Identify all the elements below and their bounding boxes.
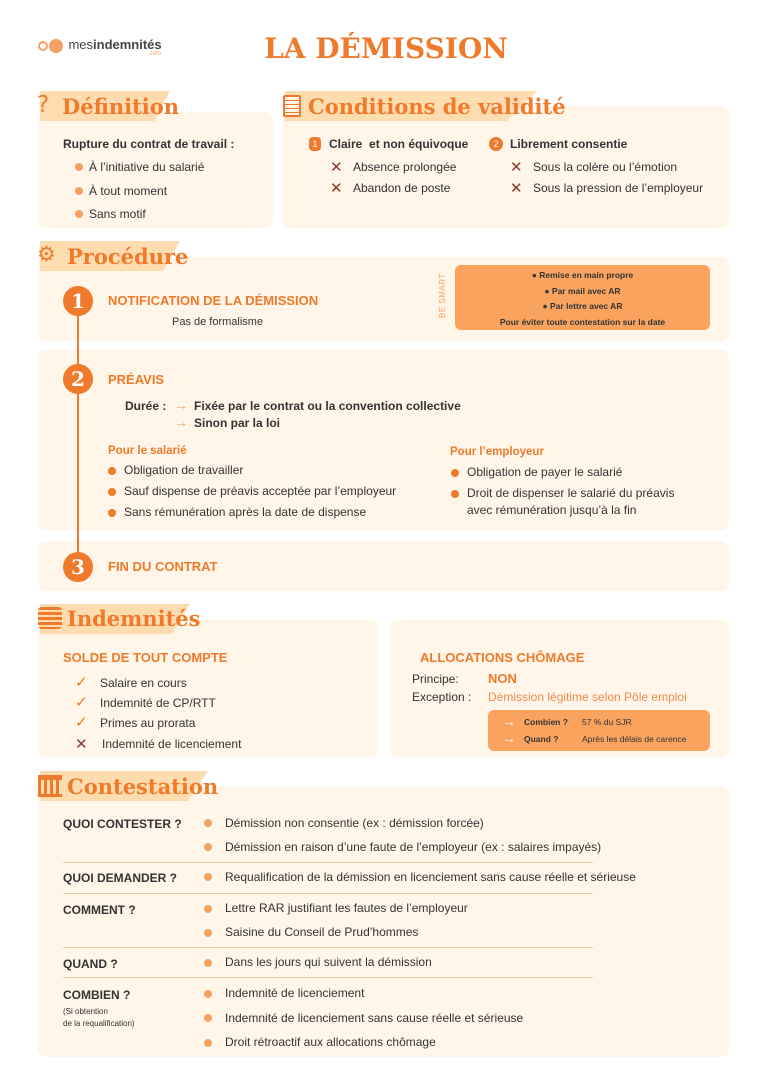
row-item: Indemnité de licenciement sans cause réelle et sérieuse (225, 1011, 524, 1025)
bullet (451, 490, 459, 498)
condition-label: Librement consentie (510, 137, 628, 151)
row-item: Droit rétroactif aux allocations chômage (225, 1035, 436, 1049)
bullet (204, 959, 212, 967)
bullet (204, 905, 212, 913)
combien-value: 57 % du SJR (582, 717, 632, 727)
bullet (204, 843, 212, 851)
row-item: Saisine du Conseil de Prud’hommes (225, 925, 419, 939)
bullet (75, 187, 83, 195)
cross-icon: ✕ (330, 159, 343, 176)
quand-value: Après les délais de carence (582, 734, 687, 744)
solde-item: Salaire en cours (100, 676, 187, 690)
number-badge: 2 (489, 137, 503, 151)
divider (63, 893, 593, 894)
solde-item: Primes au prorata (100, 716, 196, 730)
chomage-title: ALLOCATIONS CHÔMAGE (420, 650, 585, 665)
row-note: de la requalification) (63, 1019, 135, 1028)
row-note: (Si obtention (63, 1007, 108, 1016)
bullet (108, 488, 116, 496)
procedure-title: Procédure (67, 244, 189, 269)
logo-text-bold: indemnités (93, 37, 162, 52)
bullet (204, 929, 212, 937)
gear-icon: ⚙ (37, 242, 56, 266)
be-smart-item: ● Remise en main propre (531, 270, 634, 280)
bullet (75, 163, 83, 171)
bullet (451, 469, 459, 477)
cross-icon: ✕ (510, 159, 523, 176)
exception-value: Démission légitime selon Pôle emploi (488, 690, 687, 704)
timeline-line (77, 300, 79, 567)
salarie-title: Pour le salarié (108, 445, 187, 457)
employeur-item: avec rémunération jusqu’à la fin (467, 503, 637, 517)
check-icon: ✓ (75, 674, 88, 691)
combien-label: Combien ? (524, 717, 568, 727)
row-item: Dans les jours qui suivent la démission (225, 955, 432, 969)
arrow-icon: → (174, 397, 188, 413)
row-item: Démission non consentie (ex : démission forcée) (225, 816, 484, 830)
row-item: Démission en raison d’une faute de l’employeur (ex : salaires impayés) (225, 840, 602, 854)
row-label: QUAND ? (63, 957, 118, 971)
condition-item: Absence prolongée (353, 160, 457, 174)
row-item: Requalification de la démission en licenciement sans cause réelle et sérieuse (225, 870, 636, 884)
divider (63, 947, 593, 948)
arrow-icon: → (174, 414, 188, 430)
duree-label: Durée : (125, 399, 167, 413)
employeur-item: Obligation de payer le salarié (467, 465, 623, 479)
employeur-item: Droit de dispenser le salarié du préavis (467, 486, 675, 500)
solde-item: Indemnité de licenciement (102, 737, 242, 751)
step1-subtitle: Pas de formalisme (172, 316, 264, 328)
condition-item: Sous la pression de l’employeur (533, 181, 704, 195)
divider (63, 977, 593, 978)
step1-title: NOTIFICATION DE LA DÉMISSION (108, 293, 319, 308)
check-icon: ✓ (75, 694, 88, 711)
condition-label: Claire et non équivoque (329, 137, 469, 151)
conditions-title: Conditions de validité (308, 94, 566, 119)
solde-title: SOLDE DE TOUT COMPTE (63, 650, 228, 665)
bullet (108, 467, 116, 475)
definition-item: Sans motif (89, 207, 146, 221)
duree-item: Sinon par la loi (194, 416, 281, 430)
step-number: 2 (63, 364, 93, 394)
be-smart-note: Pour éviter toute contestation sur la date (499, 316, 666, 327)
condition-item: Sous la colère ou l’émotion (533, 160, 678, 174)
question-icon: ? (37, 92, 50, 118)
principe-label: Principe: (412, 672, 459, 686)
cross-icon: ✕ (75, 736, 88, 753)
row-label: COMBIEN ? (63, 988, 131, 1002)
indemnites-title: Indemnités (67, 606, 201, 631)
bullet (204, 819, 212, 827)
quand-label: Quand ? (524, 734, 559, 744)
step3-title: FIN DU CONTRAT (108, 559, 218, 574)
be-smart-label: BE SMART (438, 273, 447, 318)
solde-item: Indemnité de CP/RTT (100, 696, 216, 710)
check-icon: ✓ (75, 714, 88, 731)
step-number: 3 (63, 552, 93, 582)
row-item: Indemnité de licenciement (225, 986, 365, 1000)
number-badge: 1 (309, 137, 321, 151)
salarie-item: Sans rémunération après la date de dispense (124, 505, 367, 519)
exception-label: Exception : (412, 690, 472, 704)
row-label: COMMENT ? (63, 903, 136, 917)
bullet (75, 210, 83, 218)
checklist-icon (283, 95, 301, 117)
page-title: LA DÉMISSION (264, 32, 508, 65)
bullet (204, 990, 212, 998)
cross-icon: ✕ (510, 180, 523, 197)
definition-item: À tout moment (89, 184, 168, 198)
courthouse-icon (38, 775, 62, 797)
employeur-title: Pour l’employeur (450, 446, 544, 458)
bullet (204, 873, 212, 881)
coins-icon (38, 607, 62, 629)
arrow-icon: → (502, 713, 516, 729)
salarie-item: Sauf dispense de préavis acceptée par l’employeur (124, 484, 397, 498)
duree-item: Fixée par le contrat ou la convention collective (194, 399, 461, 413)
divider (63, 862, 593, 863)
condition-item: Abandon de poste (353, 181, 451, 195)
step-number: 1 (63, 286, 93, 316)
step2-title: PRÉAVIS (108, 372, 165, 387)
arrow-icon: → (502, 730, 516, 746)
principe-value: NON (488, 671, 517, 686)
row-label: QUOI DEMANDER ? (63, 871, 177, 885)
logo-sub: .com (148, 51, 162, 57)
be-smart-list (455, 268, 710, 330)
definition-title: Définition (62, 94, 180, 119)
contestation-title: Contestation (67, 774, 219, 799)
be-smart-item: ● Par lettre avec AR (542, 301, 623, 311)
cross-icon: ✕ (330, 180, 343, 197)
logo-text: mes (68, 37, 94, 52)
row-item: Lettre RAR justifiant les fautes de l’employeur (225, 901, 468, 915)
definition-lead: Rupture du contrat de travail : (63, 137, 235, 151)
salarie-item: Obligation de travailler (124, 463, 244, 477)
bullet (108, 509, 116, 517)
definition-item: À l’initiative du salarié (89, 160, 205, 174)
bullet (204, 1039, 212, 1047)
row-label: QUOI CONTESTER ? (63, 817, 182, 831)
be-smart-item: ● Par mail avec AR (544, 285, 621, 296)
bullet (204, 1014, 212, 1022)
